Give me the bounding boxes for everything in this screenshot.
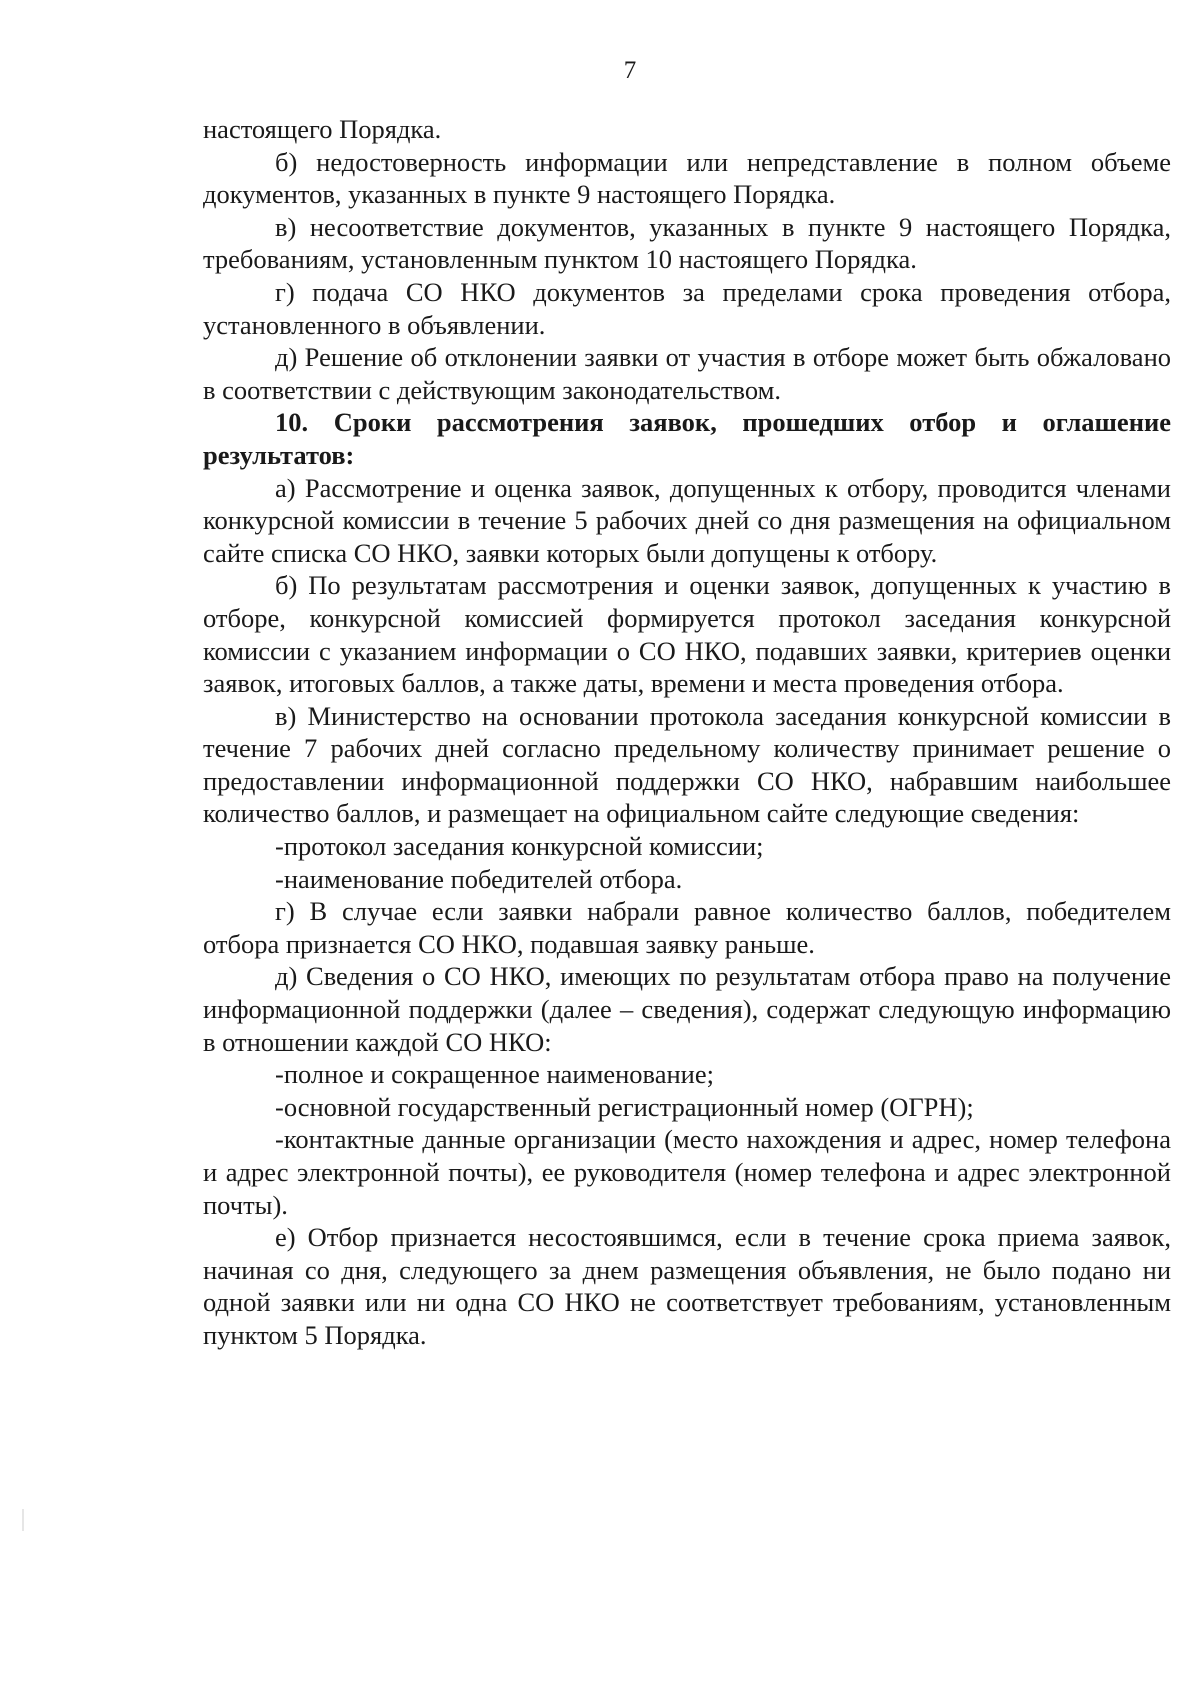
- paragraph-item-v: в) несоответствие документов, указанных в пункте 9 настоящего Порядка, требованиям, установленным пунктом 10 настоящего Порядка.: [203, 211, 1171, 275]
- document-body: [203, 113, 1171, 1352]
- section-heading-10: 10. Сроки рассмотрения заявок, прошедших отбор и оглашение результатов:: [203, 407, 1171, 470]
- list-item-name: -полное и сокращенное наименование;: [275, 1059, 714, 1090]
- list-item-protocol: -протокол заседания конкурсной комиссии;: [275, 831, 764, 862]
- paragraph-continuation: настоящего Порядка.: [203, 114, 442, 144]
- paragraph-item-b: б) недостоверность информации или непредставление в полном объеме документов, указанных в пункте 9 настоящего Порядка.: [203, 146, 1171, 210]
- paragraph-10-g: г) В случае если заявки набрали равное количество баллов, победителем отбора признается СО НКО, подавшая заявку раньше.: [203, 896, 1171, 959]
- paragraph-10-d: д) Сведения о СО НКО, имеющих по результатам отбора право на получение информационной поддержки (далее – сведения), содержат следующую информацию в отношении каждой СО НКО:: [203, 961, 1171, 1057]
- list-item-winners: -наименование победителей отбора.: [275, 863, 683, 894]
- paragraph-10-a: а) Рассмотрение и оценка заявок, допущенных к отбору, проводится членами конкурсной комиссии в течение 5 рабочих дней со дня размещения на официальном сайте списка СО НКО, заявки которых были допущены к отбору.: [203, 472, 1171, 568]
- paragraph-10-b: б) По результатам рассмотрения и оценки заявок, допущенных к участию в отборе, конкурсной комиссией формируется протокол заседания конкурсной комиссии с указанием информации о СО НКО, подавших заявки, критериев оценки заявок, итоговых баллов, а также даты, времени и места проведения отбора.: [203, 570, 1171, 699]
- paragraph-10-v: в) Министерство на основании протокола заседания конкурсной комиссии в течение 7 рабочих дней согласно предельному количеству принимает решение о предоставлении информационной поддержки СО НКО, набравшим наибольшее количество баллов, и размещает на официальном сайте следующие сведения:: [203, 700, 1171, 829]
- list-item-ogrn: -основной государственный регистрационный номер (ОГРН);: [275, 1091, 974, 1122]
- paragraph-item-g: г) подача СО НКО документов за пределами срока проведения отбора, установленного в объявлении.: [203, 276, 1171, 340]
- paragraph-10-e: е) Отбор признается несостоявшимся, если в течение срока приема заявок, начиная со дня, следующего за днем размещения объявления, не было подано ни одной заявки или ни одна СО НКО не соответствует требованиям, установленным пунктом 5 Порядка.: [203, 1222, 1171, 1350]
- paragraph-item-d: д) Решение об отклонении заявки от участия в отборе может быть обжаловано в соответствии с действующим законодательством.: [203, 342, 1171, 405]
- list-item-contacts: -контактные данные организации (место нахождения и адрес, номер телефона и адрес электронной почты), ее руководителя (номер телефона и адрес электронной почты).: [203, 1124, 1171, 1220]
- scan-margin-mark: [22, 1509, 24, 1531]
- page-number: 7: [623, 57, 637, 84]
